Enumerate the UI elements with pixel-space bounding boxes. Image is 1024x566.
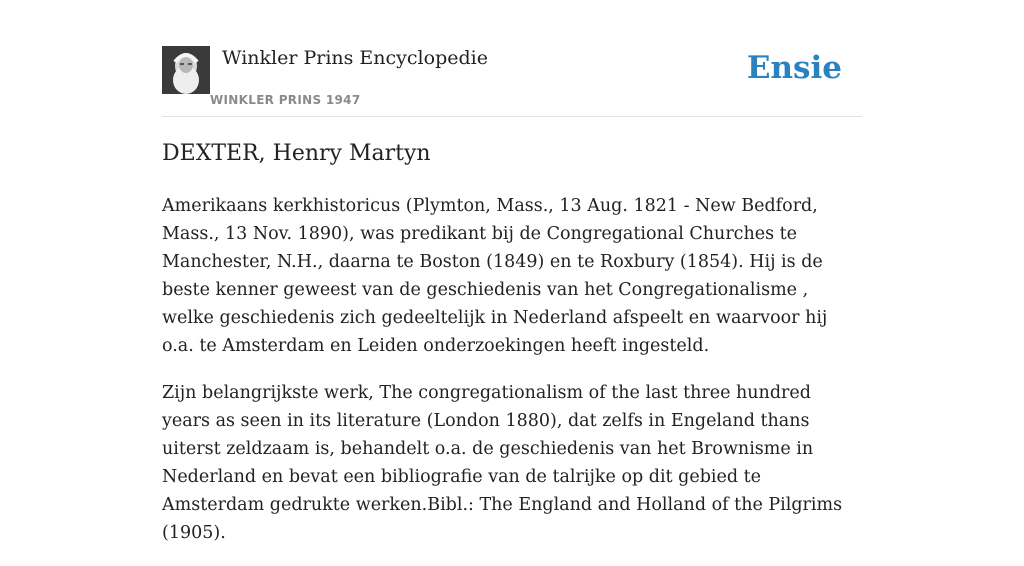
site-title[interactable]: Winkler Prins Encyclopedie (222, 47, 488, 69)
site-header (162, 46, 862, 117)
ensie-logo[interactable]: Ensie (746, 50, 842, 86)
entry-body (162, 192, 864, 566)
source-label[interactable]: WINKLER PRINS 1947 (210, 93, 361, 107)
entry-paragraph: Amerikaans kerkhistoricus (Plymton, Mass., 13 Aug. 1821 - New Bedford, Mass., 13 Nov. 1890), was predikant bij de Congregational Churches te Manchester, N.H., daarna te Boston (1849) en te Roxbury (1854). Hij is de beste kenner geweest van de geschiedenis van het Congregationalisme , welke geschiedenis zich gedeeltelijk in Nederland afspeelt en waarvoor hij o.a. te Amsterdam en Leiden onderzoekingen heeft ingesteld. (162, 196, 828, 356)
entry-paragraph: Zijn belangrijkste werk, The congregationalism of the last three hundred years as seen in its literature (London 1880), dat zelfs in Engeland thans uiterst zeldzaam is, behandelt o.a. de geschiedenis van het Brownisme in Nederland en bevat een bibliografie van de talrijke op dit gebied te Amsterdam gedrukte werken.Bibl.: The England and Holland of the Pilgrims (1905). (162, 383, 843, 543)
author-avatar-icon[interactable] (162, 46, 210, 94)
entry-title: DEXTER, Henry Martyn (162, 141, 431, 166)
